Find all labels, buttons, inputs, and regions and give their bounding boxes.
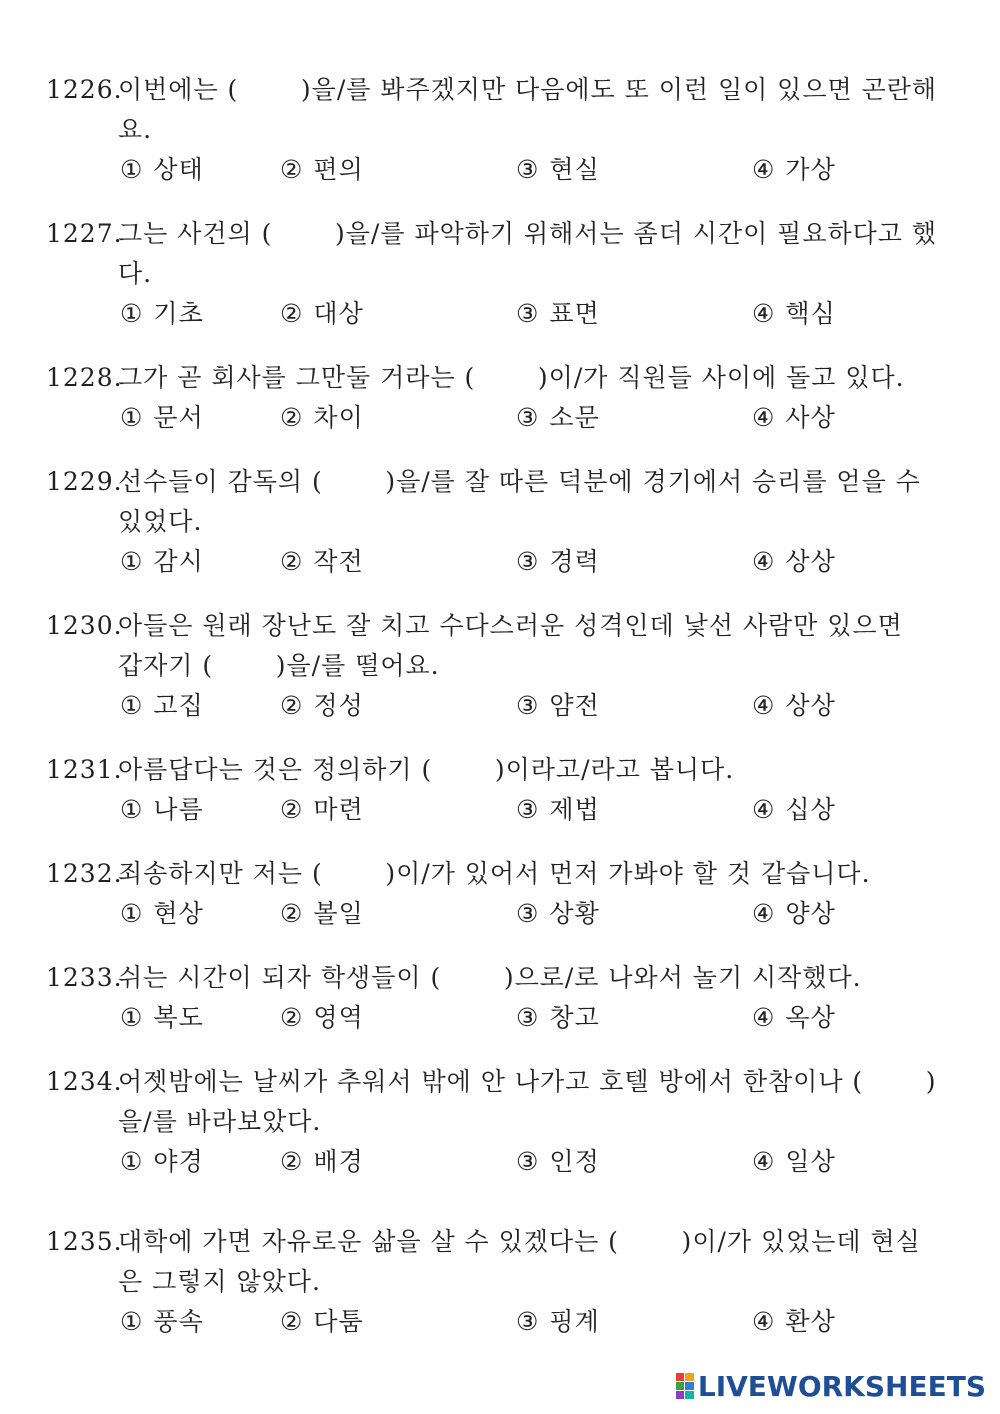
answer-options [46,1142,966,1182]
option-marker: ② [280,403,304,432]
option-marker: ④ [752,1307,776,1336]
question-number: 1231. [46,755,123,784]
option-marker: ③ [516,1003,540,1032]
option-marker: ③ [516,155,540,184]
answer-options [46,398,966,438]
answer-option-1[interactable] [120,150,204,190]
answer-options [46,686,966,726]
option-text: 상황 [549,899,600,928]
option-text: 정성 [313,691,364,720]
question-block [46,358,966,438]
answer-option-4[interactable] [752,1142,836,1182]
option-marker: ③ [516,299,540,328]
answer-options [46,998,966,1038]
option-text: 야경 [153,1147,204,1176]
option-text: 일상 [785,1147,836,1176]
question-block [46,70,966,190]
option-marker: ② [280,795,304,824]
option-marker: ① [120,299,144,328]
answer-option-4[interactable] [752,998,836,1038]
answer-option-1[interactable] [120,1302,204,1342]
answer-option-1[interactable] [120,398,204,438]
question-sentence: 아들은 원래 장난도 잘 치고 수다스러운 성격인데 낯선 사람만 있으면 [118,611,903,640]
option-text: 나름 [153,795,204,824]
answer-option-4[interactable] [752,686,836,726]
question-text-continued [46,502,966,542]
question-text-continued [46,1262,966,1302]
option-text: 표면 [549,299,600,328]
option-marker: ② [280,1147,304,1176]
question-sentence: 요. [118,115,153,144]
answer-option-4[interactable] [752,294,836,334]
answer-option-3[interactable] [516,398,600,438]
question-block [46,1222,966,1342]
option-marker: ① [120,155,144,184]
option-text: 인정 [549,1147,600,1176]
option-marker: ① [120,691,144,720]
option-text: 영역 [313,1003,364,1032]
option-text: 대상 [313,299,364,328]
option-marker: ② [280,899,304,928]
option-marker: ① [120,547,144,576]
question-text-continued [46,110,966,150]
option-text: 핑계 [549,1307,600,1336]
answer-option-3[interactable] [516,1302,600,1342]
answer-option-2[interactable] [280,542,364,582]
answer-option-2[interactable] [280,294,364,334]
question-number: 1230. [46,611,123,640]
option-marker: ④ [752,899,776,928]
option-text: 현실 [549,155,600,184]
option-marker: ① [120,1003,144,1032]
option-text: 사상 [785,403,836,432]
option-marker: ① [120,1307,144,1336]
question-number: 1228. [46,363,123,392]
question-text [46,1062,966,1102]
answer-option-1[interactable] [120,294,204,334]
answer-option-1[interactable] [120,542,204,582]
question-number: 1233. [46,963,123,992]
option-text: 제법 [549,795,600,824]
option-marker: ② [280,691,304,720]
option-marker: ③ [516,795,540,824]
question-number: 1235. [46,1227,123,1256]
question-sentence: 선수들이 감독의 ( )을/를 잘 따른 덕분에 경기에서 승리를 얻을 수 [118,467,921,496]
question-text [46,606,966,646]
answer-options [46,150,966,190]
question-text [46,462,966,502]
option-marker: ④ [752,795,776,824]
answer-option-2[interactable] [280,894,364,934]
question-number: 1227. [46,219,123,248]
answer-option-2[interactable] [280,1302,364,1342]
option-marker: ② [280,155,304,184]
answer-option-4[interactable] [752,542,836,582]
question-block [46,214,966,334]
question-text-continued [46,646,966,686]
option-marker: ③ [516,899,540,928]
answer-options [46,542,966,582]
option-marker: ③ [516,691,540,720]
option-text: 배경 [313,1147,364,1176]
liveworksheets-logo [676,1370,986,1402]
option-marker: ① [120,1147,144,1176]
question-sentence: 있었다. [118,507,203,536]
question-number: 1232. [46,859,123,888]
answer-option-1[interactable] [120,1142,204,1182]
option-text: 기초 [153,299,204,328]
option-text: 상상 [785,547,836,576]
question-text [46,854,966,894]
answer-option-3[interactable] [516,150,600,190]
option-text: 감시 [153,547,204,576]
answer-option-2[interactable] [280,1142,364,1182]
option-marker: ② [280,547,304,576]
answer-option-3[interactable] [516,542,600,582]
question-number: 1229. [46,467,123,496]
option-marker: ① [120,403,144,432]
option-text: 경력 [549,547,600,576]
option-marker: ③ [516,1147,540,1176]
answer-option-4[interactable] [752,150,836,190]
question-block [46,462,966,582]
option-text: 소문 [549,403,600,432]
option-marker: ③ [516,547,540,576]
answer-option-3[interactable] [516,790,600,830]
option-text: 얌전 [549,691,600,720]
question-block [46,606,966,726]
answer-option-3[interactable] [516,1142,600,1182]
question-sentence: 어젯밤에는 날씨가 추워서 밖에 안 나가고 호텔 방에서 한참이나 ( ) [118,1067,937,1096]
question-text-continued [46,254,966,294]
question-text [46,958,966,998]
option-text: 다툼 [313,1307,364,1336]
option-text: 차이 [313,403,364,432]
option-marker: ④ [752,299,776,328]
option-marker: ① [120,899,144,928]
option-text: 핵심 [785,299,836,328]
question-sentence: 그는 사건의 ( )을/를 파악하기 위해서는 좀더 시간이 필요하다고 했 [118,219,938,248]
option-marker: ② [280,1003,304,1032]
option-text: 가상 [785,155,836,184]
option-text: 상태 [153,155,204,184]
answer-option-2[interactable] [280,998,364,1038]
option-text: 작전 [313,547,364,576]
answer-option-4[interactable] [752,398,836,438]
answer-option-3[interactable] [516,294,600,334]
question-block [46,750,966,830]
answer-option-1[interactable] [120,894,204,934]
question-number: 1226. [46,75,123,104]
option-marker: ④ [752,1003,776,1032]
option-marker: ② [280,299,304,328]
option-marker: ④ [752,691,776,720]
liveworksheets-logo-icon [676,1373,694,1399]
logo-text: LIVEWORKSHEETS [697,1369,986,1403]
question-text [46,358,966,398]
option-text: 환상 [785,1307,836,1336]
question-text [46,214,966,254]
answer-option-3[interactable] [516,686,600,726]
option-marker: ④ [752,547,776,576]
question-block [46,958,966,1038]
question-text [46,70,966,110]
option-text: 풍속 [153,1307,204,1336]
question-sentence: 죄송하지만 저는 ( )이/가 있어서 먼저 가봐야 할 것 같습니다. [118,859,871,888]
option-text: 상상 [785,691,836,720]
question-sentence: 이번에는 ( )을/를 봐주겠지만 다음에도 또 이런 일이 있으면 곤란해 [118,75,938,104]
option-marker: ③ [516,403,540,432]
option-text: 옥상 [785,1003,836,1032]
option-text: 십상 [785,795,836,824]
answer-options [46,1302,966,1342]
answer-option-4[interactable] [752,1302,836,1342]
option-marker: ④ [752,1147,776,1176]
answer-options [46,894,966,934]
option-text: 현상 [153,899,204,928]
option-text: 편의 [313,155,364,184]
question-sentence: 그가 곧 회사를 그만둘 거라는 ( )이/가 직원들 사이에 돌고 있다. [118,363,905,392]
answer-options [46,294,966,334]
question-sentence: 쉬는 시간이 되자 학생들이 ( )으로/로 나와서 놀기 시작했다. [118,963,862,992]
option-marker: ① [120,795,144,824]
question-sentence: 을/를 바라보았다. [118,1107,322,1136]
answer-option-2[interactable] [280,790,364,830]
answer-option-4[interactable] [752,894,836,934]
answer-option-1[interactable] [120,790,204,830]
answer-option-1[interactable] [120,998,204,1038]
answer-options [46,790,966,830]
answer-option-3[interactable] [516,998,600,1038]
answer-option-1[interactable] [120,686,204,726]
option-text: 마련 [313,795,364,824]
option-marker: ③ [516,1307,540,1336]
option-marker: ② [280,1307,304,1336]
answer-option-2[interactable] [280,150,364,190]
question-sentence: 은 그렇지 않았다. [118,1267,321,1296]
question-text [46,750,966,790]
option-marker: ④ [752,403,776,432]
option-text: 볼일 [313,899,364,928]
answer-option-3[interactable] [516,894,600,934]
answer-option-2[interactable] [280,398,364,438]
question-text [46,1222,966,1262]
option-marker: ④ [752,155,776,184]
answer-option-2[interactable] [280,686,364,726]
option-text: 양상 [785,899,836,928]
question-sentence: 다. [118,259,153,288]
option-text: 문서 [153,403,204,432]
option-text: 창고 [549,1003,600,1032]
question-block [46,1062,966,1182]
question-number: 1234. [46,1067,123,1096]
option-text: 복도 [153,1003,204,1032]
question-sentence: 아름답다는 것은 정의하기 ( )이라고/라고 봅니다. [118,755,735,784]
answer-option-4[interactable] [752,790,836,830]
question-text-continued [46,1102,966,1142]
question-sentence: 갑자기 ( )을/를 떨어요. [118,651,440,680]
question-block [46,854,966,934]
option-text: 고집 [153,691,204,720]
question-sentence: 대학에 가면 자유로운 삶을 살 수 있겠다는 ( )이/가 있었는데 현실 [118,1227,921,1256]
